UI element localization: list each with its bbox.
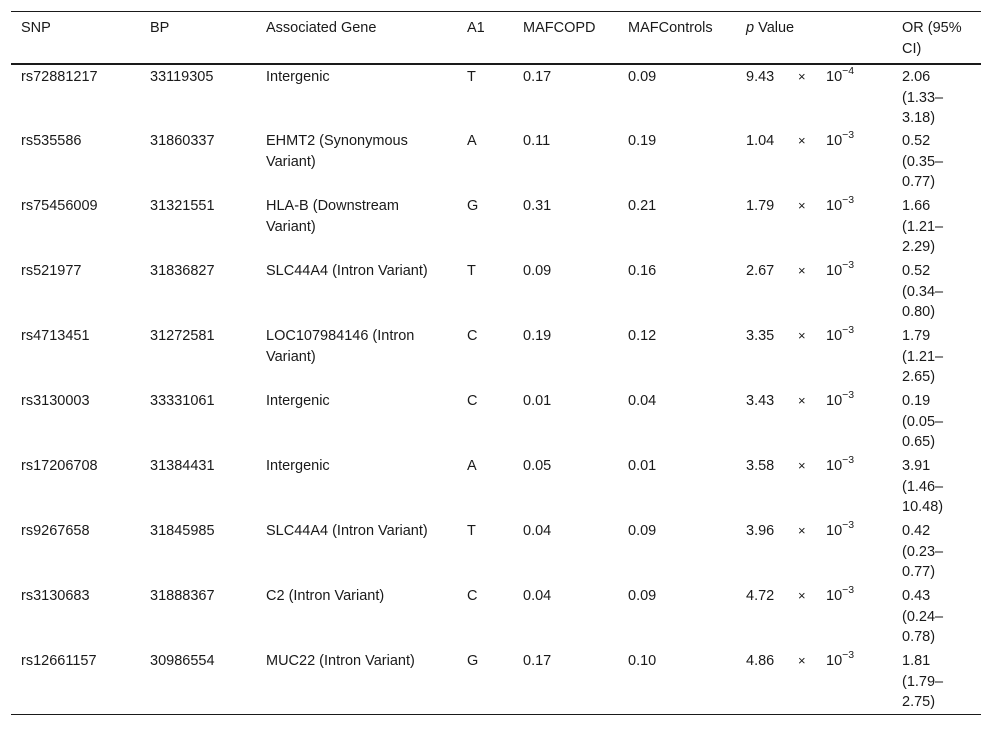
cell-associated-gene: Intergenic <box>266 393 330 409</box>
cell-maf-controls: 0.01 <box>628 458 657 474</box>
p-times-sign: × <box>798 198 806 213</box>
p-times-sign: × <box>798 133 806 148</box>
header-p-value <box>736 12 892 65</box>
p-mantissa: 1.79 <box>746 198 775 214</box>
cell-maf-copd: 0.01 <box>523 393 552 409</box>
p-exponent: −3 <box>842 649 855 662</box>
cell-associated-gene: SLC44A4 (Intron Variant) <box>266 263 428 279</box>
p-exponent: −3 <box>842 454 855 467</box>
p-exponent: −3 <box>842 129 855 142</box>
cell-p-value <box>736 389 892 454</box>
cell-maf-copd: 0.09 <box>523 263 552 279</box>
cell-snp: rs75456009 <box>21 198 98 214</box>
p-power <box>826 131 854 152</box>
cell-p-value <box>736 194 892 259</box>
cell-associated-gene: EHMT2 (Synonymous Variant) <box>266 133 408 170</box>
p-exponent: −3 <box>842 519 855 532</box>
cell-associated-gene: C2 (Intron Variant) <box>266 588 385 604</box>
header-odds-ratio: OR (95% CI) <box>902 20 962 57</box>
p-value-expression <box>746 521 886 542</box>
header-row <box>11 12 981 65</box>
cell-maf-copd: 0.04 <box>523 523 552 539</box>
cell-maf-controls: 0.21 <box>628 198 657 214</box>
table-row <box>11 324 981 389</box>
cell-p-value <box>736 259 892 324</box>
p-base: 10 <box>826 133 843 149</box>
p-power <box>826 261 854 282</box>
p-base: 10 <box>826 588 843 604</box>
cell-odds-ratio: 3.91 (1.46–10.48) <box>902 458 944 515</box>
header-p-rest: Value <box>754 20 795 36</box>
cell-associated-gene: LOC107984146 (Intron Variant) <box>266 328 415 365</box>
cell-a1: C <box>467 328 478 344</box>
snp-association-table <box>11 11 981 715</box>
p-value-expression <box>746 586 886 607</box>
cell-maf-controls: 0.09 <box>628 523 657 539</box>
cell-a1: C <box>467 393 478 409</box>
cell-maf-controls: 0.04 <box>628 393 657 409</box>
p-power <box>826 326 854 347</box>
p-mantissa: 3.58 <box>746 458 775 474</box>
cell-odds-ratio: 0.19 (0.05–0.65) <box>902 393 944 450</box>
p-times-sign: × <box>798 263 806 278</box>
cell-bp: 31860337 <box>150 133 215 149</box>
cell-a1: T <box>467 263 476 279</box>
cell-odds-ratio: 0.52 (0.34–0.80) <box>902 263 944 320</box>
header-snp: SNP <box>21 20 51 36</box>
p-value-expression <box>746 67 886 88</box>
p-base: 10 <box>826 523 843 539</box>
table-row <box>11 259 981 324</box>
p-base: 10 <box>826 458 843 474</box>
cell-associated-gene: Intergenic <box>266 458 330 474</box>
cell-odds-ratio: 1.79 (1.21–2.65) <box>902 328 944 385</box>
p-times-sign: × <box>798 69 806 84</box>
table-row <box>11 194 981 259</box>
p-power <box>826 521 854 542</box>
cell-a1: G <box>467 198 479 214</box>
cell-snp: rs9267658 <box>21 523 90 539</box>
p-mantissa: 9.43 <box>746 69 775 85</box>
p-value-expression <box>746 131 886 152</box>
cell-maf-controls: 0.09 <box>628 69 657 85</box>
cell-maf-copd: 0.11 <box>523 133 551 149</box>
cell-a1: C <box>467 588 478 604</box>
p-base: 10 <box>826 198 843 214</box>
p-base: 10 <box>826 263 843 279</box>
p-exponent: −3 <box>842 194 855 207</box>
cell-p-value <box>736 519 892 584</box>
table-row <box>11 649 981 714</box>
cell-associated-gene: HLA-B (Downstream Variant) <box>266 198 399 235</box>
cell-bp: 30986554 <box>150 653 215 669</box>
p-power <box>826 586 854 607</box>
cell-bp: 31888367 <box>150 588 215 604</box>
cell-maf-copd: 0.05 <box>523 458 552 474</box>
cell-bp: 31836827 <box>150 263 215 279</box>
cell-maf-controls: 0.12 <box>628 328 657 344</box>
cell-snp: rs72881217 <box>21 69 98 85</box>
p-power <box>826 651 854 672</box>
header-p-italic: p <box>746 20 755 36</box>
p-mantissa: 2.67 <box>746 263 775 279</box>
p-exponent: −3 <box>842 259 855 272</box>
cell-bp: 33331061 <box>150 393 215 409</box>
p-times-sign: × <box>798 588 806 603</box>
p-value-expression <box>746 651 886 672</box>
cell-bp: 31272581 <box>150 328 215 344</box>
p-exponent: −4 <box>842 65 855 78</box>
p-value-expression <box>746 261 886 282</box>
header-maf-copd: MAFCOPD <box>523 20 596 36</box>
p-mantissa: 4.72 <box>746 588 775 604</box>
p-base: 10 <box>826 69 843 85</box>
p-times-sign: × <box>798 328 806 343</box>
p-power <box>826 391 854 412</box>
p-times-sign: × <box>798 523 806 538</box>
cell-maf-controls: 0.19 <box>628 133 657 149</box>
cell-a1: G <box>467 653 479 669</box>
cell-bp: 31845985 <box>150 523 215 539</box>
cell-a1: A <box>467 458 477 474</box>
cell-maf-controls: 0.09 <box>628 588 657 604</box>
p-value-expression <box>746 456 886 477</box>
cell-maf-copd: 0.17 <box>523 653 552 669</box>
p-base: 10 <box>826 653 843 669</box>
cell-maf-copd: 0.31 <box>523 198 552 214</box>
cell-maf-copd: 0.04 <box>523 588 552 604</box>
p-value-expression <box>746 391 886 412</box>
table-row <box>11 64 981 129</box>
cell-snp: rs3130003 <box>21 393 90 409</box>
p-base: 10 <box>826 393 843 409</box>
cell-odds-ratio: 2.06 (1.33–3.18) <box>902 69 944 126</box>
cell-odds-ratio: 0.52 (0.35–0.77) <box>902 133 944 190</box>
cell-associated-gene: SLC44A4 (Intron Variant) <box>266 523 428 539</box>
cell-snp: rs3130683 <box>21 588 90 604</box>
cell-snp: rs12661157 <box>21 653 97 669</box>
cell-a1: T <box>467 69 476 85</box>
p-mantissa: 3.43 <box>746 393 775 409</box>
cell-p-value <box>736 649 892 714</box>
table-row <box>11 454 981 519</box>
cell-p-value <box>736 64 892 129</box>
table-row <box>11 519 981 584</box>
cell-maf-copd: 0.19 <box>523 328 552 344</box>
header-bp: BP <box>150 20 170 36</box>
cell-a1: A <box>467 133 477 149</box>
cell-maf-controls: 0.10 <box>628 653 657 669</box>
p-value-expression <box>746 326 886 347</box>
cell-p-value <box>736 129 892 194</box>
cell-bp: 31321551 <box>150 198 215 214</box>
p-power <box>826 67 854 88</box>
p-base: 10 <box>826 328 843 344</box>
cell-bp: 31384431 <box>150 458 215 474</box>
cell-a1: T <box>467 523 476 539</box>
p-value-expression <box>746 196 886 217</box>
cell-odds-ratio: 1.81 (1.79–2.75) <box>902 653 944 710</box>
cell-bp: 33119305 <box>150 69 214 85</box>
cell-snp: rs521977 <box>21 263 82 279</box>
p-power <box>826 196 854 217</box>
p-mantissa: 4.86 <box>746 653 775 669</box>
p-mantissa: 3.96 <box>746 523 775 539</box>
cell-associated-gene: MUC22 (Intron Variant) <box>266 653 415 669</box>
table-row <box>11 389 981 454</box>
table-header <box>11 12 981 65</box>
p-mantissa: 3.35 <box>746 328 775 344</box>
cell-associated-gene: Intergenic <box>266 69 330 85</box>
table-body <box>11 64 981 714</box>
header-a1: A1 <box>467 20 485 36</box>
cell-snp: rs17206708 <box>21 458 98 474</box>
cell-snp: rs4713451 <box>21 328 90 344</box>
cell-p-value <box>736 454 892 519</box>
table-row <box>11 129 981 194</box>
p-exponent: −3 <box>842 324 855 337</box>
cell-maf-copd: 0.17 <box>523 69 552 85</box>
p-exponent: −3 <box>842 389 855 402</box>
cell-p-value <box>736 584 892 649</box>
p-mantissa: 1.04 <box>746 133 775 149</box>
cell-odds-ratio: 0.43 (0.24–0.78) <box>902 588 944 645</box>
cell-p-value <box>736 324 892 389</box>
p-times-sign: × <box>798 393 806 408</box>
header-associated-gene: Associated Gene <box>266 20 377 36</box>
p-times-sign: × <box>798 458 806 473</box>
header-maf-controls: MAFControls <box>628 20 713 36</box>
cell-odds-ratio: 1.66 (1.21–2.29) <box>902 198 944 255</box>
p-power <box>826 456 854 477</box>
cell-maf-controls: 0.16 <box>628 263 657 279</box>
table-row <box>11 584 981 649</box>
p-exponent: −3 <box>842 584 855 597</box>
cell-odds-ratio: 0.42 (0.23–0.77) <box>902 523 944 580</box>
p-times-sign: × <box>798 653 806 668</box>
cell-snp: rs535586 <box>21 133 82 149</box>
